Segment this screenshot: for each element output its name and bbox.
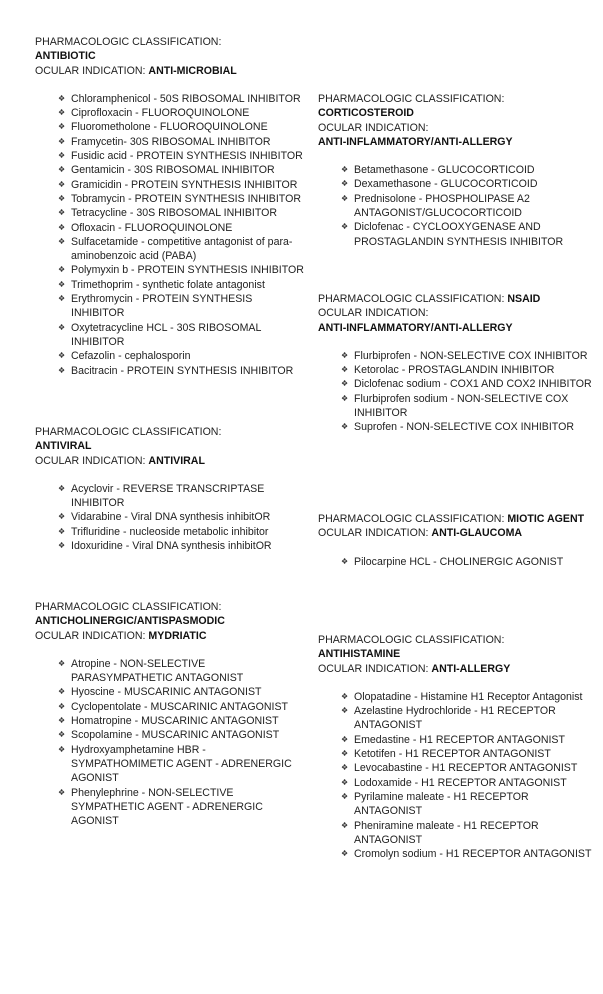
list-item: ❖ Flurbiprofen - NON-SELECTIVE COX INHIBITOR [354, 349, 598, 363]
drug-list [318, 555, 598, 569]
classification-value: ANTICHOLINERGIC/ANTISPASMODIC [35, 615, 225, 628]
list-item: ❖ Erythromycin - PROTEIN SYNTHESIS INHIBITOR [71, 292, 305, 321]
classification-value: ANTIBIOTIC [35, 50, 96, 63]
list-item: ❖ Cefazolin - cephalosporin [71, 349, 305, 363]
section-antihistamine [318, 633, 598, 861]
list-item: ❖ Pheniramine maleate - H1 RECEPTOR ANTAGONIST [354, 819, 598, 848]
indication-heading: OCULAR INDICATION: ANTI-GLAUCOMA [318, 527, 523, 540]
indication-value: ANTI-MICROBIAL [148, 64, 237, 77]
indication-value: ANTI-GLAUCOMA [431, 527, 523, 540]
classification-value: NSAID [507, 293, 541, 305]
list-item: ❖ Atropine - NON-SELECTIVE PARASYMPATHETIC ANTAGONIST [71, 657, 305, 686]
indication-heading: OCULAR INDICATION: ANTI-MICROBIAL [35, 64, 237, 77]
list-item: ❖ Chloramphenicol - 50S RIBOSOMAL INHIBITOR [71, 92, 305, 106]
list-item: ❖ Vidarabine - Viral DNA synthesis inhibitOR [71, 510, 305, 524]
list-item: ❖ Ofloxacin - FLUOROQUINOLONE [71, 221, 305, 235]
drug-list [35, 92, 305, 378]
list-item: ❖ Trifluridine - nucleoside metabolic inhibitor [71, 525, 305, 539]
indication-value: ANTI-ALLERGY [431, 662, 511, 675]
classification-value: CORTICOSTEROID [318, 107, 414, 120]
list-item: ❖ Bacitracin - PROTEIN SYNTHESIS INHIBITOR [71, 364, 305, 378]
classification-heading: PHARMACOLOGIC CLASSIFICATION: ANTIBIOTIC [35, 36, 222, 63]
indication-value: ANTIVIRAL [148, 454, 205, 467]
classification-value: ANTIVIRAL [35, 440, 92, 453]
section-antibiotic [35, 35, 305, 378]
classification-heading: PHARMACOLOGIC CLASSIFICATION: ANTIHISTAMINE [318, 634, 505, 661]
list-item: ❖ Acyclovir - REVERSE TRANSCRIPTASE INHIBITOR [71, 482, 305, 511]
list-item: ❖ Diclofenac sodium - COX1 AND COX2 INHIBITOR [354, 377, 598, 391]
list-item: ❖ Polymyxin b - PROTEIN SYNTHESIS INHIBITOR [71, 263, 305, 277]
classification-value: MIOTIC AGENT [507, 513, 585, 525]
list-item: ❖ Ketotifen - H1 RECEPTOR ANTAGONIST [354, 747, 598, 761]
list-item: ❖ Betamethasone - GLUCOCORTICOID [354, 163, 598, 177]
indication-heading: OCULAR INDICATION: ANTI-INFLAMMATORY/ANTI-ALLERGY [318, 121, 513, 148]
list-item: ❖ Lodoxamide - H1 RECEPTOR ANTAGONIST [354, 776, 598, 790]
drug-list [318, 690, 598, 862]
list-item: ❖ Hyoscine - MUSCARINIC ANTAGONIST [71, 685, 305, 699]
classification-heading: PHARMACOLOGIC CLASSIFICATION: NSAID [318, 293, 541, 305]
drug-list [318, 163, 598, 249]
section-anticholinergic [35, 600, 305, 828]
indication-heading: OCULAR INDICATION: ANTI-INFLAMMATORY/ANTI-ALLERGY [318, 307, 513, 334]
indication-heading: OCULAR INDICATION: ANTIVIRAL [35, 454, 205, 467]
list-item: ❖ Fusidic acid - PROTEIN SYNTHESIS INHIBITOR [71, 149, 305, 163]
list-item: ❖ Diclofenac - CYCLOOXYGENASE AND PROSTAGLANDIN SYNTHESIS INHIBITOR [354, 220, 598, 249]
list-item: ❖ Idoxuridine - Viral DNA synthesis inhibitOR [71, 539, 305, 553]
list-item: ❖ Flurbiprofen sodium - NON-SELECTIVE COX INHIBITOR [354, 392, 598, 421]
list-item: ❖ Ciprofloxacin - FLUOROQUINOLONE [71, 106, 305, 120]
classification-value: ANTIHISTAMINE [318, 648, 401, 661]
list-item: ❖ Trimethoprim - synthetic folate antagonist [71, 278, 305, 292]
list-item: ❖ Gentamicin - 30S RIBOSOMAL INHIBITOR [71, 163, 305, 177]
list-item: ❖ Dexamethasone - GLUCOCORTICOID [354, 177, 598, 191]
indication-value: MYDRIATIC [148, 629, 207, 642]
section-antiviral [35, 425, 305, 553]
list-item: ❖ Pyrilamine maleate - H1 RECEPTOR ANTAGONIST [354, 790, 598, 819]
list-item: ❖ Tetracycline - 30S RIBOSOMAL INHIBITOR [71, 206, 305, 220]
classification-heading: PHARMACOLOGIC CLASSIFICATION: ANTIVIRAL [35, 426, 222, 453]
list-item: ❖ Olopatadine - Histamine H1 Receptor Antagonist [354, 690, 598, 704]
list-item: ❖ Ketorolac - PROSTAGLANDIN INHIBITOR [354, 363, 598, 377]
list-item: ❖ Hydroxyamphetamine HBR - SYMPATHOMIMETIC AGENT - ADRENERGIC AGONIST [71, 743, 305, 786]
drug-list [35, 482, 305, 553]
list-item: ❖ Emedastine - H1 RECEPTOR ANTAGONIST [354, 733, 598, 747]
list-item: ❖ Sulfacetamide - competitive antagonist of para-aminobenzoic acid (PABA) [71, 235, 305, 264]
section-miotic [318, 512, 598, 569]
list-item: ❖ Fluorometholone - FLUOROQUINOLONE [71, 120, 305, 134]
list-item: ❖ Framycetin- 30S RIBOSOMAL INHIBITOR [71, 135, 305, 149]
list-item: ❖ Cromolyn sodium - H1 RECEPTOR ANTAGONIST [354, 847, 598, 861]
indication-heading: OCULAR INDICATION: MYDRIATIC [35, 629, 207, 642]
drug-list [318, 349, 598, 435]
drug-list [35, 657, 305, 829]
list-item: ❖ Pilocarpine HCL - CHOLINERGIC AGONIST [354, 555, 598, 569]
list-item: ❖ Gramicidin - PROTEIN SYNTHESIS INHIBITOR [71, 178, 305, 192]
list-item: ❖ Phenylephrine - NON-SELECTIVE SYMPATHETIC AGENT - ADRENERGIC AGONIST [71, 786, 305, 829]
indication-value: ANTI-INFLAMMATORY/ANTI-ALLERGY [318, 321, 513, 334]
list-item: ❖ Suprofen - NON-SELECTIVE COX INHIBITOR [354, 420, 598, 434]
list-item: ❖ Prednisolone - PHOSPHOLIPASE A2 ANTAGONIST/GLUCOCORTICOID [354, 192, 598, 221]
indication-value: ANTI-INFLAMMATORY/ANTI-ALLERGY [318, 135, 513, 148]
list-item: ❖ Tobramycin - PROTEIN SYNTHESIS INHIBITOR [71, 192, 305, 206]
list-item: ❖ Scopolamine - MUSCARINIC ANTAGONIST [71, 728, 305, 742]
list-item: ❖ Azelastine Hydrochloride - H1 RECEPTOR ANTAGONIST [354, 704, 598, 733]
classification-heading: PHARMACOLOGIC CLASSIFICATION: ANTICHOLINERGIC/ANTISPASMODIC [35, 601, 225, 628]
list-item: ❖ Oxytetracycline HCL - 30S RIBOSOMAL INHIBITOR [71, 321, 305, 350]
classification-heading: PHARMACOLOGIC CLASSIFICATION: CORTICOSTEROID [318, 93, 505, 120]
list-item: ❖ Homatropine - MUSCARINIC ANTAGONIST [71, 714, 305, 728]
list-item: ❖ Cyclopentolate - MUSCARINIC ANTAGONIST [71, 700, 305, 714]
section-corticosteroid [318, 92, 598, 249]
indication-heading: OCULAR INDICATION: ANTI-ALLERGY [318, 662, 511, 675]
classification-heading: PHARMACOLOGIC CLASSIFICATION: MIOTIC AGENT [318, 513, 585, 525]
section-nsaid [318, 292, 598, 435]
list-item: ❖ Levocabastine - H1 RECEPTOR ANTAGONIST [354, 761, 598, 775]
